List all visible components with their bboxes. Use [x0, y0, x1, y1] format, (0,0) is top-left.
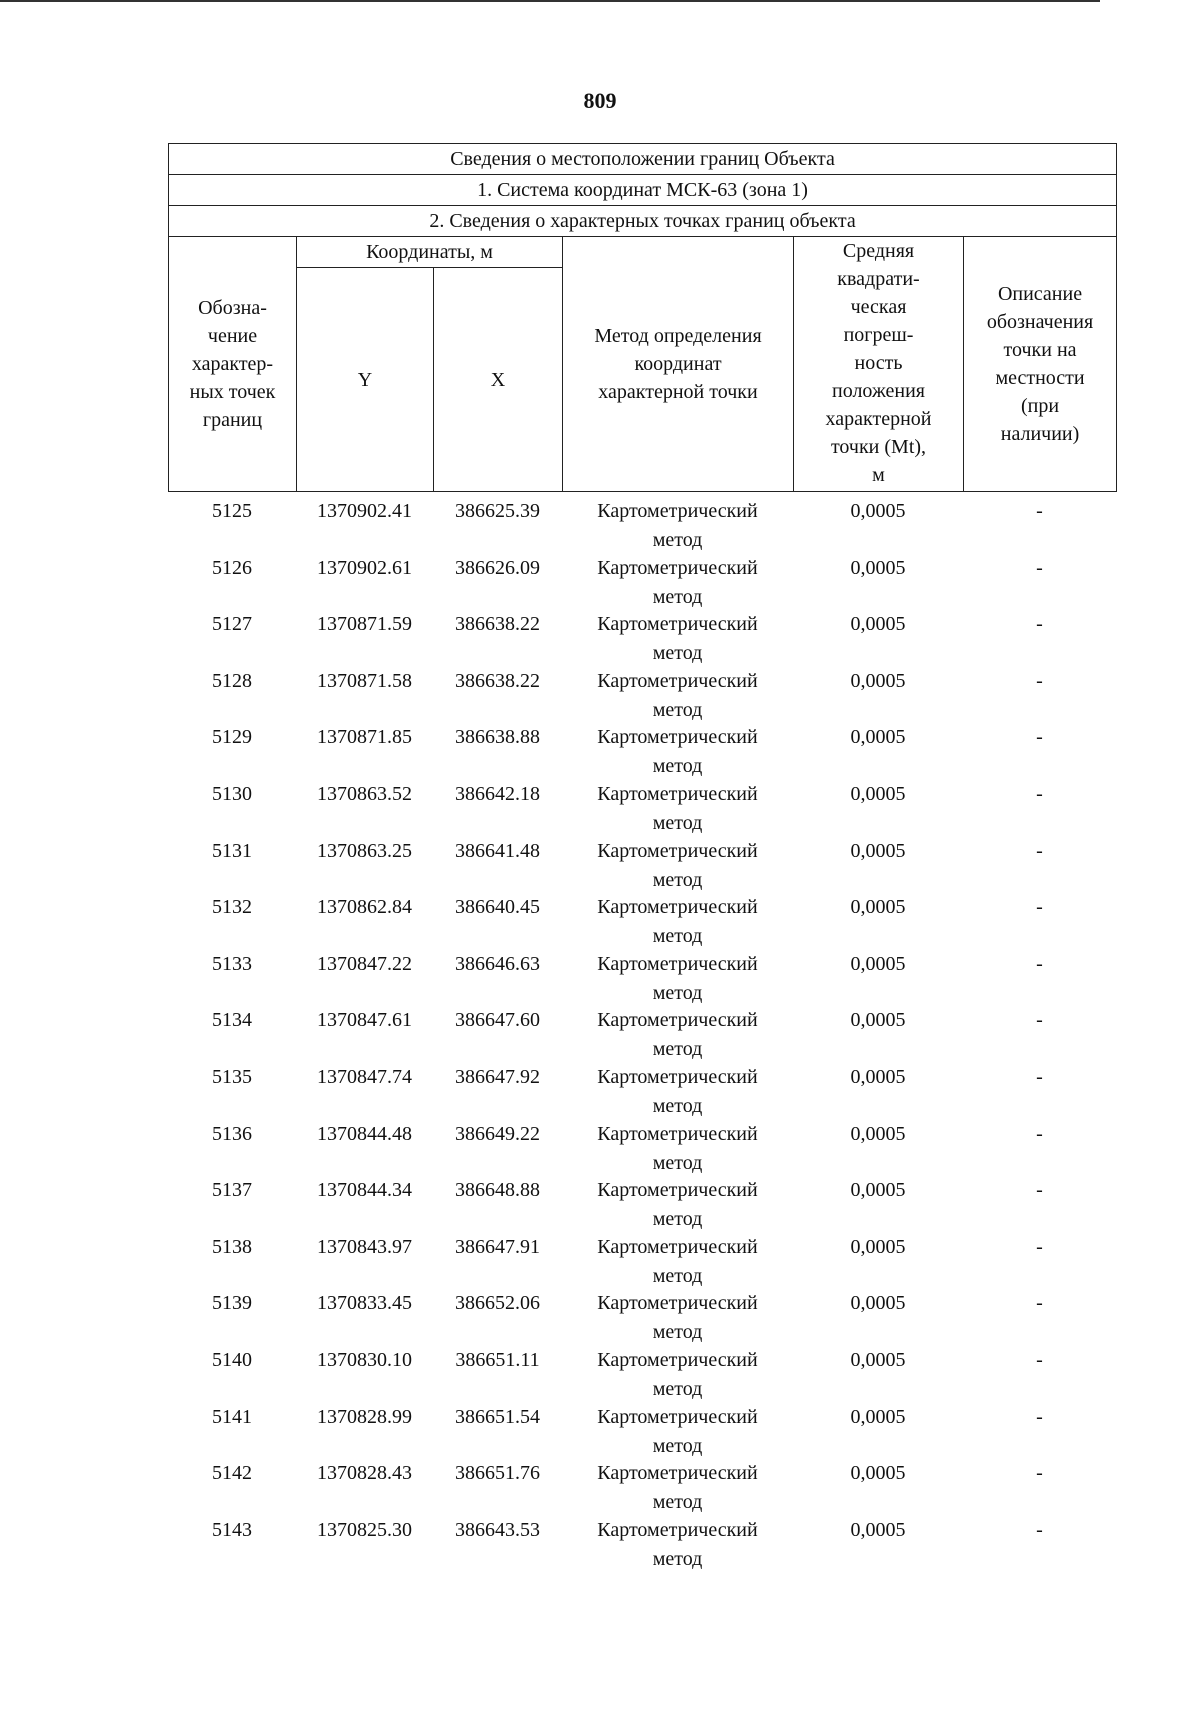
point-number: 5141	[212, 1405, 252, 1428]
point-number: 5140	[212, 1348, 252, 1371]
error-cell: 0,0005	[850, 1348, 906, 1371]
coordinate-x: 386642.18	[455, 782, 540, 805]
error-cell: 0,0005	[850, 839, 906, 862]
table-row	[168, 554, 1116, 611]
method-cell: Картометрический метод	[597, 1122, 758, 1174]
table-row	[168, 1176, 1116, 1233]
coordinate-y: 1370871.58	[317, 669, 412, 692]
coordinate-x: 386647.91	[455, 1235, 540, 1258]
coordinate-x: 386638.22	[455, 669, 540, 692]
method-cell: Картометрический метод	[597, 1462, 758, 1514]
coordinate-x: 386647.60	[455, 1009, 540, 1032]
coordinate-x: 386626.09	[455, 556, 540, 579]
method-cell: Картометрический метод	[597, 1348, 758, 1400]
description-cell: -	[1036, 952, 1043, 975]
coordinate-x: 386643.53	[455, 1518, 540, 1541]
method-cell: Картометрический метод	[597, 952, 758, 1004]
column-x: X	[434, 268, 563, 492]
table-row	[168, 497, 1116, 554]
error-cell: 0,0005	[850, 556, 906, 579]
table-row	[168, 1120, 1116, 1177]
point-number: 5135	[212, 1065, 252, 1088]
point-number: 5133	[212, 952, 252, 975]
error-cell: 0,0005	[850, 1009, 906, 1032]
description-cell: -	[1036, 782, 1043, 805]
method-cell: Картометрический метод	[597, 896, 758, 948]
point-number: 5142	[212, 1462, 252, 1485]
table-row	[168, 1289, 1116, 1346]
table-row	[168, 1233, 1116, 1290]
point-number: 5139	[212, 1292, 252, 1315]
table-row	[168, 610, 1116, 667]
error-cell: 0,0005	[850, 669, 906, 692]
column-method: Метод определения координат характерной точки	[563, 237, 794, 492]
point-number: 5136	[212, 1122, 252, 1145]
error-cell: 0,0005	[850, 1235, 906, 1258]
coordinate-y: 1370863.25	[317, 839, 412, 862]
table-row	[168, 1006, 1116, 1063]
coordinate-x: 386641.48	[455, 839, 540, 862]
coordinate-x: 386640.45	[455, 896, 540, 919]
coordinate-y: 1370833.45	[317, 1292, 412, 1315]
description-cell: -	[1036, 726, 1043, 749]
coordinate-x: 386649.22	[455, 1122, 540, 1145]
coordinate-y: 1370902.61	[317, 556, 412, 579]
error-cell: 0,0005	[850, 1179, 906, 1202]
scan-edge-line	[0, 0, 1100, 2]
method-cell: Картометрический метод	[597, 500, 758, 551]
coordinate-y: 1370871.59	[317, 613, 412, 636]
coordinate-x: 386638.22	[455, 613, 540, 636]
error-cell: 0,0005	[850, 1462, 906, 1485]
description-cell: -	[1036, 556, 1043, 579]
description-cell: -	[1036, 1348, 1043, 1371]
description-cell: -	[1036, 1292, 1043, 1315]
coordinate-y: 1370843.97	[317, 1235, 412, 1258]
method-cell: Картометрический метод	[597, 1405, 758, 1457]
description-cell: -	[1036, 896, 1043, 919]
error-cell: 0,0005	[850, 1405, 906, 1428]
point-number: 5128	[212, 669, 252, 692]
table-title: Сведения о местоположении границ Объекта	[169, 144, 1117, 175]
coordinate-y: 1370902.41	[317, 500, 412, 522]
table-body	[168, 497, 1116, 1572]
coordinate-x: 386648.88	[455, 1179, 540, 1202]
point-number: 5134	[212, 1009, 252, 1032]
method-cell: Картометрический метод	[597, 726, 758, 778]
method-cell: Картометрический метод	[597, 782, 758, 834]
description-cell: -	[1036, 1065, 1043, 1088]
method-cell: Картометрический метод	[597, 1065, 758, 1117]
coordinate-y: 1370828.43	[317, 1462, 412, 1485]
method-cell: Картометрический метод	[597, 1292, 758, 1344]
method-cell: Картометрический метод	[597, 839, 758, 891]
page-number: 809	[583, 88, 617, 113]
description-cell: -	[1036, 613, 1043, 636]
point-number: 5132	[212, 896, 252, 919]
column-description: Описание обозначения точки на местности (при наличии)	[964, 237, 1117, 492]
table-row	[168, 1516, 1116, 1573]
coordinate-x: 386646.63	[455, 952, 540, 975]
table-row	[168, 1459, 1116, 1516]
description-cell: -	[1036, 1235, 1043, 1258]
description-cell: -	[1036, 1009, 1043, 1032]
description-cell: -	[1036, 500, 1043, 522]
coordinate-x: 386625.39	[455, 500, 540, 522]
error-cell: 0,0005	[850, 1065, 906, 1088]
error-cell: 0,0005	[850, 782, 906, 805]
point-number: 5125	[212, 500, 252, 522]
coordinate-y: 1370828.99	[317, 1405, 412, 1428]
description-cell: -	[1036, 1462, 1043, 1485]
method-cell: Картометрический метод	[597, 1009, 758, 1061]
point-number: 5143	[212, 1518, 252, 1541]
table-row	[168, 1403, 1116, 1460]
coordinate-y: 1370847.61	[317, 1009, 412, 1032]
description-cell: -	[1036, 669, 1043, 692]
coordinate-y: 1370847.22	[317, 952, 412, 975]
coordinate-y: 1370871.85	[317, 726, 412, 749]
point-number: 5131	[212, 839, 252, 862]
column-designation: Обозна- чение характер- ных точек границ	[169, 237, 297, 492]
table-row	[168, 1063, 1116, 1120]
section-title: 2. Сведения о характерных точках границ объекта	[169, 206, 1117, 237]
error-cell: 0,0005	[850, 1518, 906, 1541]
point-number: 5138	[212, 1235, 252, 1258]
coordinate-y: 1370844.34	[317, 1179, 412, 1202]
description-cell: -	[1036, 1518, 1043, 1541]
coordinate-x: 386647.92	[455, 1065, 540, 1088]
coordinate-x: 386651.76	[455, 1462, 540, 1485]
point-number: 5127	[212, 613, 252, 636]
column-error: Средняя квадрати- ческая погреш- ность положения характерной точки (Mt), м	[794, 237, 964, 492]
table-row	[168, 723, 1116, 780]
description-cell: -	[1036, 839, 1043, 862]
coordinate-y: 1370830.10	[317, 1348, 412, 1371]
coordinate-x: 386651.54	[455, 1405, 540, 1428]
error-cell: 0,0005	[850, 613, 906, 636]
point-number: 5130	[212, 782, 252, 805]
coordinate-system: 1. Система координат МСК-63 (зона 1)	[169, 175, 1117, 206]
error-cell: 0,0005	[850, 896, 906, 919]
coordinate-y: 1370844.48	[317, 1122, 412, 1145]
description-cell: -	[1036, 1122, 1043, 1145]
table-row	[168, 893, 1116, 950]
error-cell: 0,0005	[850, 500, 906, 522]
coordinate-x: 386651.11	[455, 1348, 540, 1371]
error-cell: 0,0005	[850, 726, 906, 749]
table-row	[168, 837, 1116, 894]
header-table	[168, 143, 1117, 492]
point-number: 5126	[212, 556, 252, 579]
description-cell: -	[1036, 1179, 1043, 1202]
table-row	[168, 1346, 1116, 1403]
coordinate-x: 386652.06	[455, 1292, 540, 1315]
coordinate-y: 1370863.52	[317, 782, 412, 805]
coordinate-x: 386638.88	[455, 726, 540, 749]
coordinate-y: 1370825.30	[317, 1518, 412, 1541]
method-cell: Картометрический метод	[597, 1235, 758, 1287]
point-number: 5137	[212, 1179, 252, 1202]
method-cell: Картометрический метод	[597, 613, 758, 665]
column-coordinates: Координаты, м	[297, 237, 563, 268]
method-cell: Картометрический метод	[597, 556, 758, 608]
coordinate-y: 1370862.84	[317, 896, 412, 919]
error-cell: 0,0005	[850, 952, 906, 975]
column-y: Y	[297, 268, 434, 492]
method-cell: Картометрический метод	[597, 669, 758, 721]
table-row	[168, 780, 1116, 837]
method-cell: Картометрический метод	[597, 1179, 758, 1231]
table-row	[168, 667, 1116, 724]
error-cell: 0,0005	[850, 1122, 906, 1145]
error-cell: 0,0005	[850, 1292, 906, 1315]
description-cell: -	[1036, 1405, 1043, 1428]
method-cell: Картометрический метод	[597, 1518, 758, 1570]
point-number: 5129	[212, 726, 252, 749]
table-row	[168, 950, 1116, 1007]
coordinate-y: 1370847.74	[317, 1065, 412, 1088]
